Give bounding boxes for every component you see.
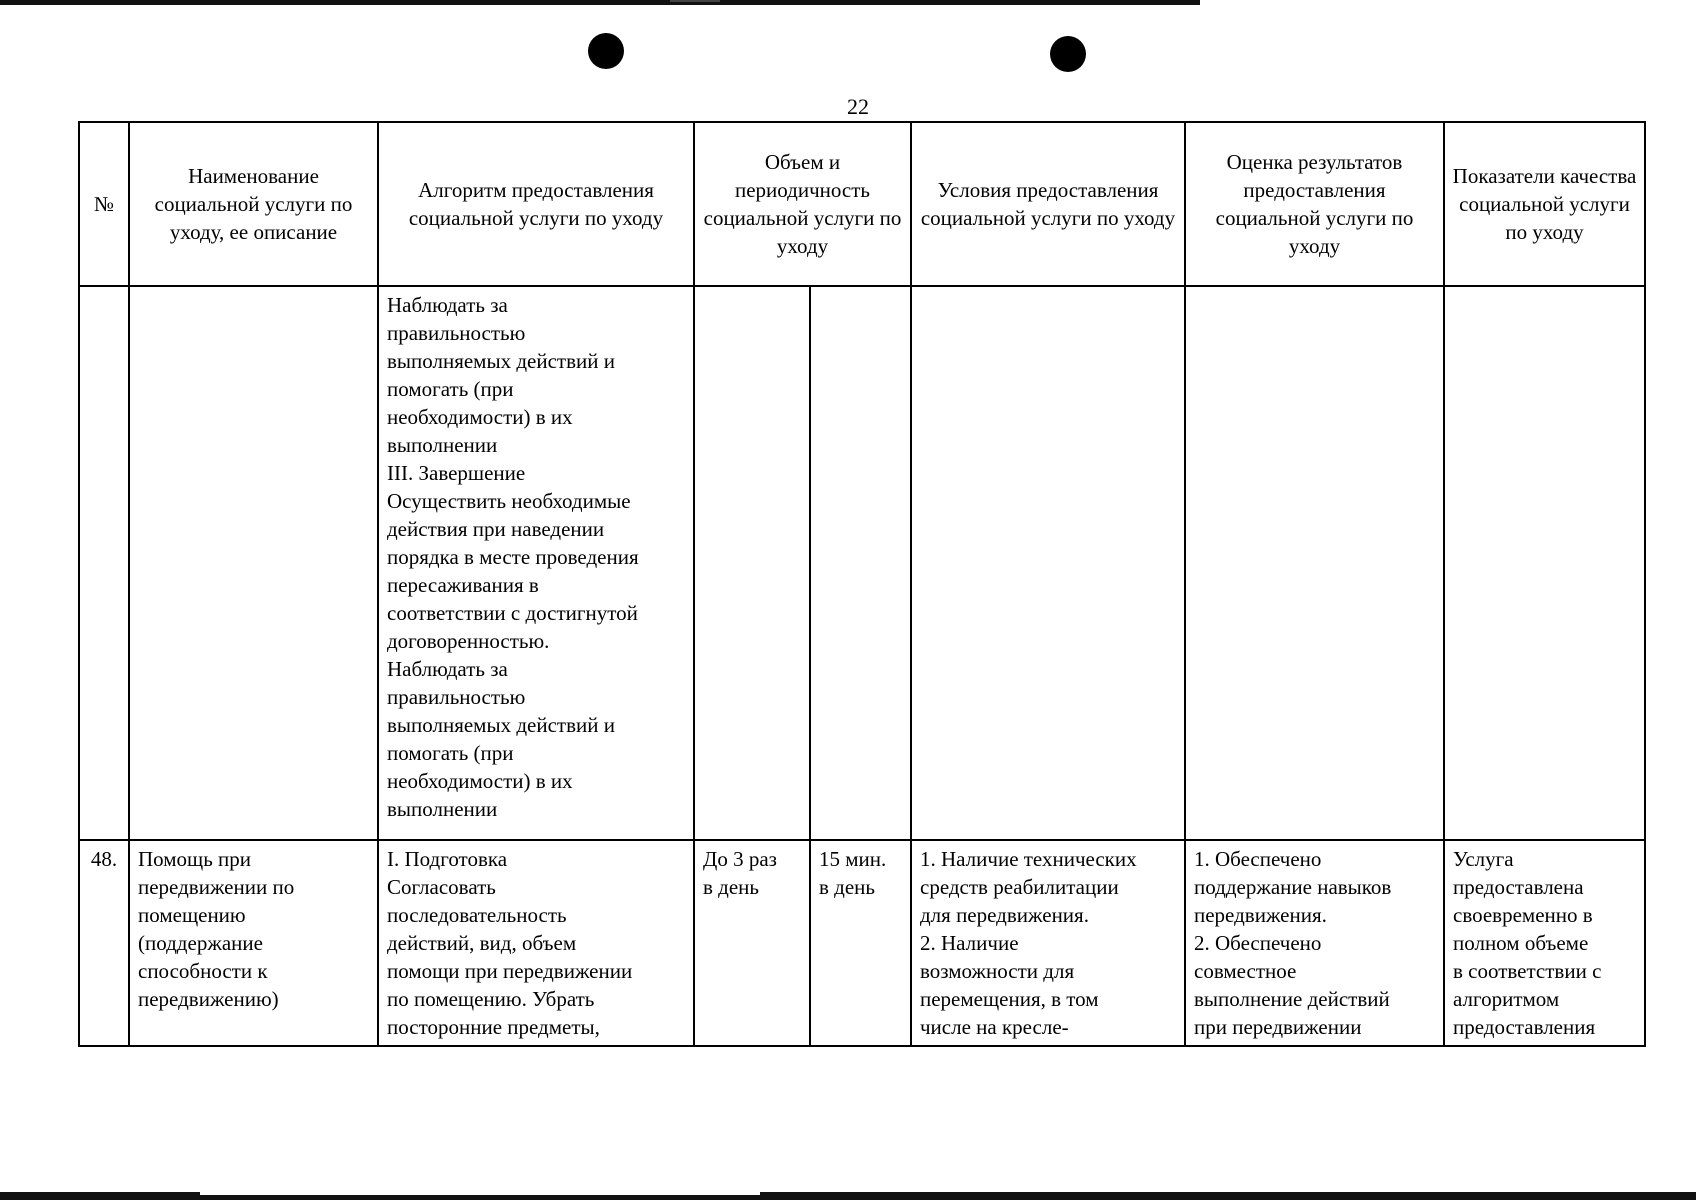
scan-mark-top: [670, 0, 720, 2]
cell-conditions: [911, 286, 1185, 840]
table-row-48: [79, 840, 1645, 1046]
page-number: 22: [847, 94, 869, 119]
cell-volume: [694, 286, 810, 840]
cell-algorithm: Наблюдать за правильностью выполняемых действий и помогать (при необходимости) в их выполнении III. Завершение Осуществить необходимые действия при наведении порядка в месте проведения пересаживания в соответствии с достигнутой договоренностью. Наблюдать за правильностью выполняемых действий и помогать (при необходимости) в их выполнении: [378, 286, 694, 840]
punch-hole-right: [1050, 36, 1086, 72]
cell-algorithm: I. Подготовка Согласовать последовательность действий, вид, объем помощи при передвижении по помещению. Убрать посторонние предметы,: [378, 840, 694, 1046]
punch-hole-left: [588, 33, 624, 69]
cell-num: [79, 286, 129, 840]
table-header-row: [79, 122, 1645, 286]
header-algorithm: Алгоритм предоставления социальной услуги по уходу: [378, 122, 694, 286]
cell-service-name: Помощь при передвижении по помещению (поддержание способности к передвижению): [129, 840, 378, 1046]
header-conditions: Условия предоставления социальной услуги по уходу: [911, 122, 1185, 286]
header-volume-periodicity: Объем и периодичность социальной услуги по уходу: [694, 122, 911, 286]
services-table: [78, 121, 1646, 1047]
header-service-name: Наименование социальной услуги по уходу, ее описание: [129, 122, 378, 286]
scan-edge-top: [0, 0, 1200, 5]
header-evaluation: Оценка результатов предоставления социальной услуги по уходу: [1185, 122, 1444, 286]
cell-evaluation: 1. Обеспечено поддержание навыков передвижения. 2. Обеспечено совместное выполнение действий при передвижении: [1185, 840, 1444, 1046]
cell-conditions: 1. Наличие технических средств реабилитации для передвижения. 2. Наличие возможности для перемещения, в том числе на кресле-: [911, 840, 1185, 1046]
cell-periodicity: [810, 286, 911, 840]
cell-num: 48.: [79, 840, 129, 1046]
cell-quality: [1444, 286, 1645, 840]
cell-service-name: [129, 286, 378, 840]
table-row-continuation: [79, 286, 1645, 840]
header-quality: Показатели качества социальной услуги по уходу: [1444, 122, 1645, 286]
cell-periodicity: 15 мин. в день: [810, 840, 911, 1046]
cell-quality: Услуга предоставлена своевременно в полном объеме в соответствии с алгоритмом предоставления: [1444, 840, 1645, 1046]
cell-evaluation: [1185, 286, 1444, 840]
scan-edge-bottom-gap: [200, 1192, 760, 1195]
header-num: №: [79, 122, 129, 286]
cell-volume: До 3 раз в день: [694, 840, 810, 1046]
